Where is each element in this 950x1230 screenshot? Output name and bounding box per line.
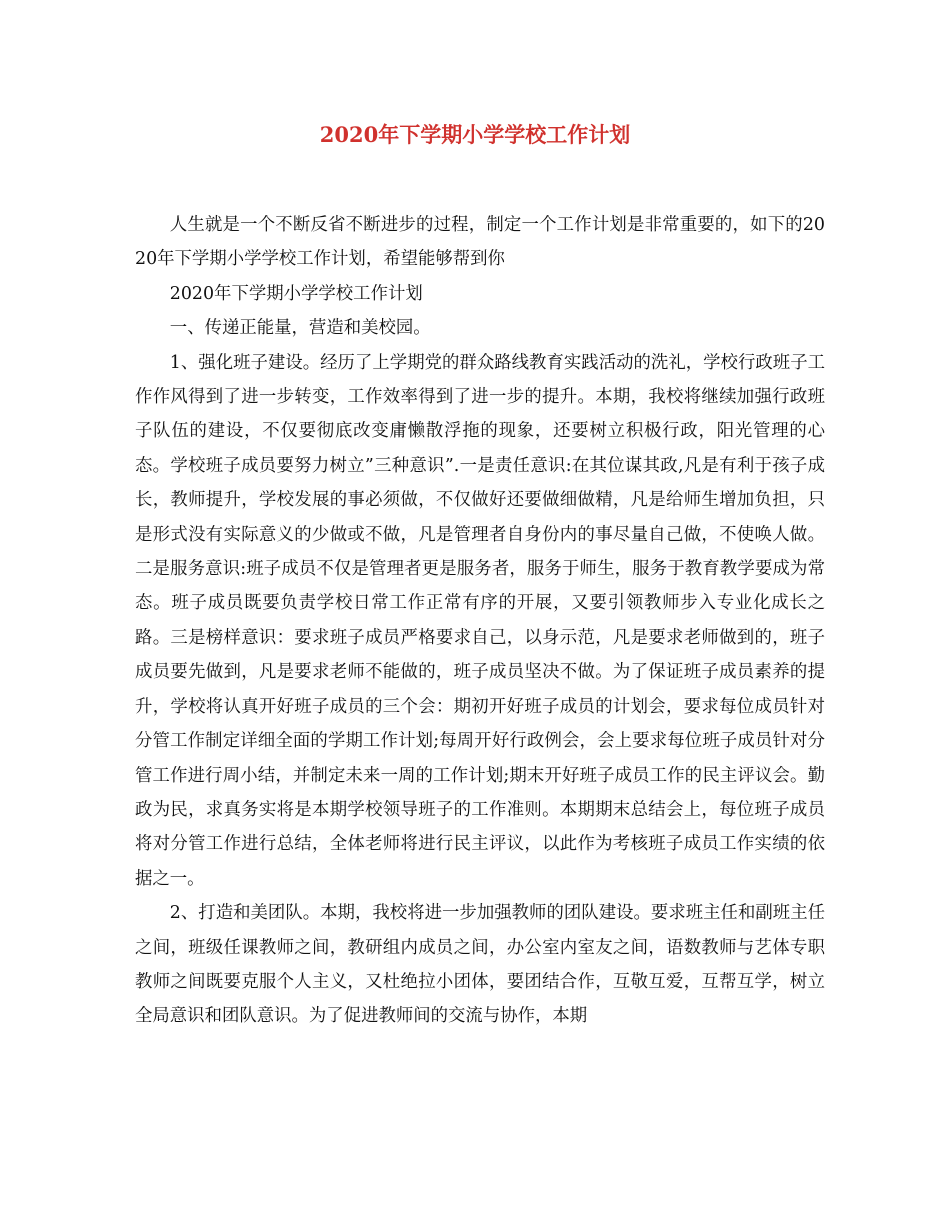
paragraph-harmonious-team: 2、打造和美团队。本期，我校将进一步加强教师的团队建设。要求班主任和副班主任之间，班级任课教师之间，教研组内成员之间，办公室内室友之间，语数教师与艺体专职教师之间既要克服个人主义，又杜绝拉小团体，要团结合作，互敬互爱，互帮互学，树立全局意识和团队意识。为了促进教师间的交流与协作，本期: [135, 903, 825, 1027]
intro-paragraph: 人生就是一个不断反省不断进步的过程，制定一个工作计划是非常重要的，如下的2020年下学期小学学校工作计划，希望能够帮到你: [135, 215, 825, 270]
plan-heading: 2020年下学期小学学校工作计划: [169, 283, 423, 304]
document-title: 2020年下学期小学学校工作计划: [319, 122, 631, 147]
document-body: [135, 208, 825, 1034]
paragraph-team-leadership: 1、强化班子建设。经历了上学期党的群众路线教育实践活动的洗礼，学校行政班子工作作风得到了进一步转变，工作效率得到了进一步的提升。本期，我校将继续加强行政班子队伍的建设，不仅要彻底改变庸懒散浮拖的现象，还要树立积极行政，阳光管理的心态。学校班子成员要努力树立”三种意识”.一是责任意识:在其位谋其政,凡是有利于孩子成长，教师提升，学校发展的事必须做，不仅做好还要做细做精，凡是给师生增加负担，只是形式没有实际意义的少做或不做，凡是管理者自身份内的事尽量自己做，不使唤人做。二是服务意识:班子成员不仅是管理者更是服务者，服务于师生，服务于教育教学要成为常态。班子成员既要负责学校日常工作正常有序的开展，又要引领教师步入专业化成长之路。三是榜样意识：要求班子成员严格要求自己，以身示范，凡是要求老师做到的，班子成员要先做到，凡是要求老师不能做的，班子成员坚决不做。为了保证班子成员素养的提升，学校将认真开好班子成员的三个会：期初开好班子成员的计划会，要求每位成员针对分管工作制定详细全面的学期工作计划;每周开好行政例会，会上要求每位班子成员针对分管工作进行周小结，并制定未来一周的工作计划;期末开好班子成员工作的民主评议会。勤政为民，求真务实将是本期学校领导班子的工作准则。本期期末总结会上，每位班子成员将对分管工作进行总结，全体老师将进行民主评议，以此作为考核班子成员工作实绩的依据之一。: [135, 352, 825, 889]
section-heading-1: 一、传递正能量，营造和美校园。: [169, 318, 431, 339]
